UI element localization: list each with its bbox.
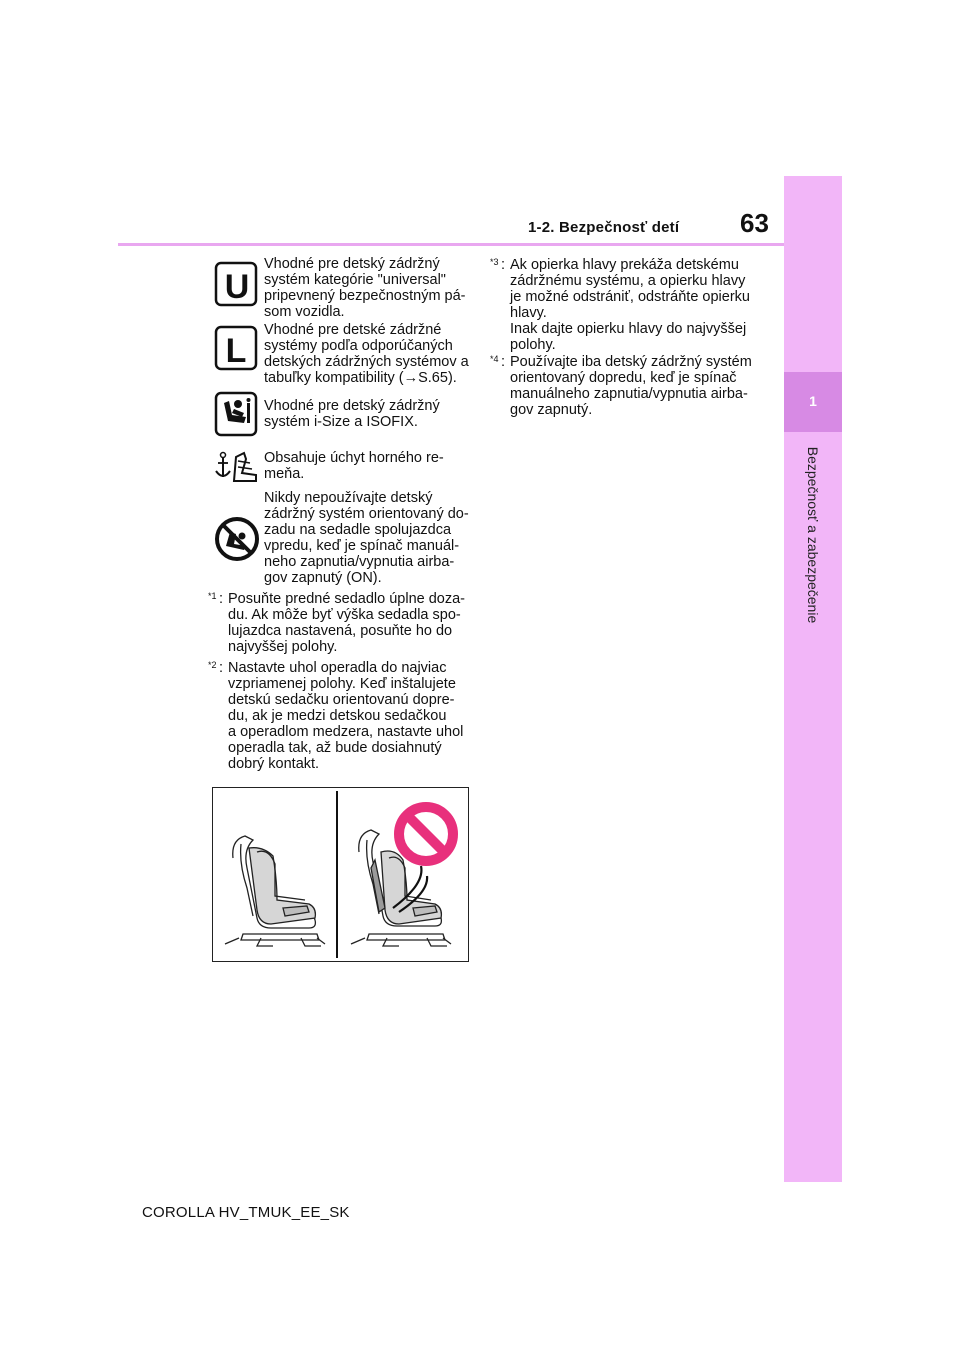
footnote-mark: *3 bbox=[490, 257, 499, 267]
footnote-line: operadla tak, až bude dosiahnutý bbox=[228, 740, 442, 756]
footnote-2: *2 : Nastavte uhol operadla do najviac vzpriamenej polohy. Keď inštalujete detskú sedačku orientovanú dopre- du, ak je medzi detskou sedačkou a operadlom medzera, nastavte uhol operadla tak, až bude dosiahnutý dobrý kontakt. bbox=[208, 660, 478, 772]
footnote-line: detskú sedačku orientovanú dopre- bbox=[228, 692, 455, 708]
child-seat-correct-fit bbox=[225, 836, 325, 946]
footnote-line: Používajte iba detský zádržný systém bbox=[510, 354, 752, 370]
chapter-number: 1 bbox=[809, 393, 817, 409]
footnote-line: dobrý kontakt. bbox=[228, 756, 320, 772]
footnote-line: du. Ak môže byť výška sedadla spo- bbox=[228, 607, 461, 623]
footnote-line: Posuňte predné sedadlo úplne doza- bbox=[228, 591, 466, 607]
footnote-3: *3 : Ak opierka hlavy prekáža detskému zádržnému systému, a opierku hlavy je možné odstrániť, odstráňte opierku hlavy. Inak dajte opierku hlavy do najvyššej polohy. bbox=[490, 257, 770, 353]
page-number: 63 bbox=[740, 208, 769, 238]
footnote-line: najvyššej polohy. bbox=[228, 639, 338, 655]
legend-text-universal: Vhodné pre detský zádržný systém kategórie "universal" pripevnený bezpečnostným pá-som vozidla. bbox=[264, 256, 466, 320]
footnote-line: orientovaný dopredu, keď je spínač bbox=[510, 370, 737, 386]
header-divider bbox=[118, 243, 784, 246]
footnote-4: *4 : Používajte iba detský zádržný systém orientovaný dopredu, keď je spínač manuálneho zapnutia/vypnutia airba- gov zapnutý. bbox=[490, 354, 770, 418]
side-chapter-band bbox=[784, 176, 842, 1182]
letter-l-icon bbox=[214, 325, 258, 376]
footnote-line: Ak opierka hlavy prekáža detskému bbox=[510, 257, 739, 273]
footnote-1: *1 : Posuňte predné sedadlo úplne doza- du. Ak môže byť výška sedadla spo- lujazdca nastavená, posuňte ho do najvyššej polohy. bbox=[208, 591, 478, 655]
footnote-line: hlavy. bbox=[510, 305, 547, 321]
legend-text-isofix: Vhodné pre detský zádržný systém i-Size a ISOFIX. bbox=[264, 398, 440, 430]
svg-text:U: U bbox=[224, 268, 250, 306]
document-code: COROLLA HV_TMUK_EE_SK bbox=[142, 1204, 350, 1221]
child-seat-illustration bbox=[212, 787, 469, 962]
footnote-line: je možné odstrániť, odstráňte opierku bbox=[510, 289, 750, 305]
prohibited-icon bbox=[399, 807, 453, 861]
footnote-line: manuálneho zapnutia/vypnutia airba- bbox=[510, 386, 748, 402]
legend-text-airbag-warning: Nikdy nepoužívajte detský zádržný systém orientovaný do-zadu na sedadle spolujazdca vpredu, keď je spínač manuál-neho zapnutia/vypnutia airba-gov zapnutý (ON). bbox=[264, 490, 469, 586]
legend-text-list: Vhodné pre detské zádržné systémy podľa odporúčaných detských zádržných systémov a tabuľky kompatibility (→S.65). bbox=[264, 322, 469, 386]
footnote-line: lujazdca nastavená, posuňte ho do bbox=[228, 623, 453, 639]
letter-u-icon bbox=[214, 261, 258, 312]
section-title: 1-2. Bezpečnosť detí bbox=[528, 219, 680, 236]
footnote-line: du, ak je medzi detskou sedačkou bbox=[228, 708, 447, 724]
footnote-line: polohy. bbox=[510, 337, 556, 353]
footnote-mark: *1 bbox=[208, 591, 217, 601]
footnote-line: zádržnému systému, a opierku hlavy bbox=[510, 273, 746, 289]
top-tether-anchor-icon bbox=[214, 447, 260, 492]
footnote-line: gov zapnutý. bbox=[510, 402, 593, 418]
footnote-line: Inak dajte opierku hlavy do najvyššej bbox=[510, 321, 747, 337]
footnote-line: a operadlom medzera, nastavte uhol bbox=[228, 724, 464, 740]
isofix-child-seat-icon bbox=[214, 391, 258, 442]
chapter-title-vertical: Bezpečnosť a zabezpečenie bbox=[805, 446, 821, 624]
no-rear-facing-seat-icon bbox=[214, 516, 260, 567]
legend-text-top-tether: Obsahuje úchyt horného re-meňa. bbox=[264, 450, 444, 482]
footnote-line: Nastavte uhol operadla do najviac bbox=[228, 660, 447, 676]
footnote-mark: *2 bbox=[208, 660, 217, 670]
svg-text:L: L bbox=[225, 332, 247, 370]
footnote-line: vzpriamenej polohy. Keď inštalujete bbox=[228, 676, 456, 692]
footnote-mark: *4 bbox=[490, 354, 499, 364]
